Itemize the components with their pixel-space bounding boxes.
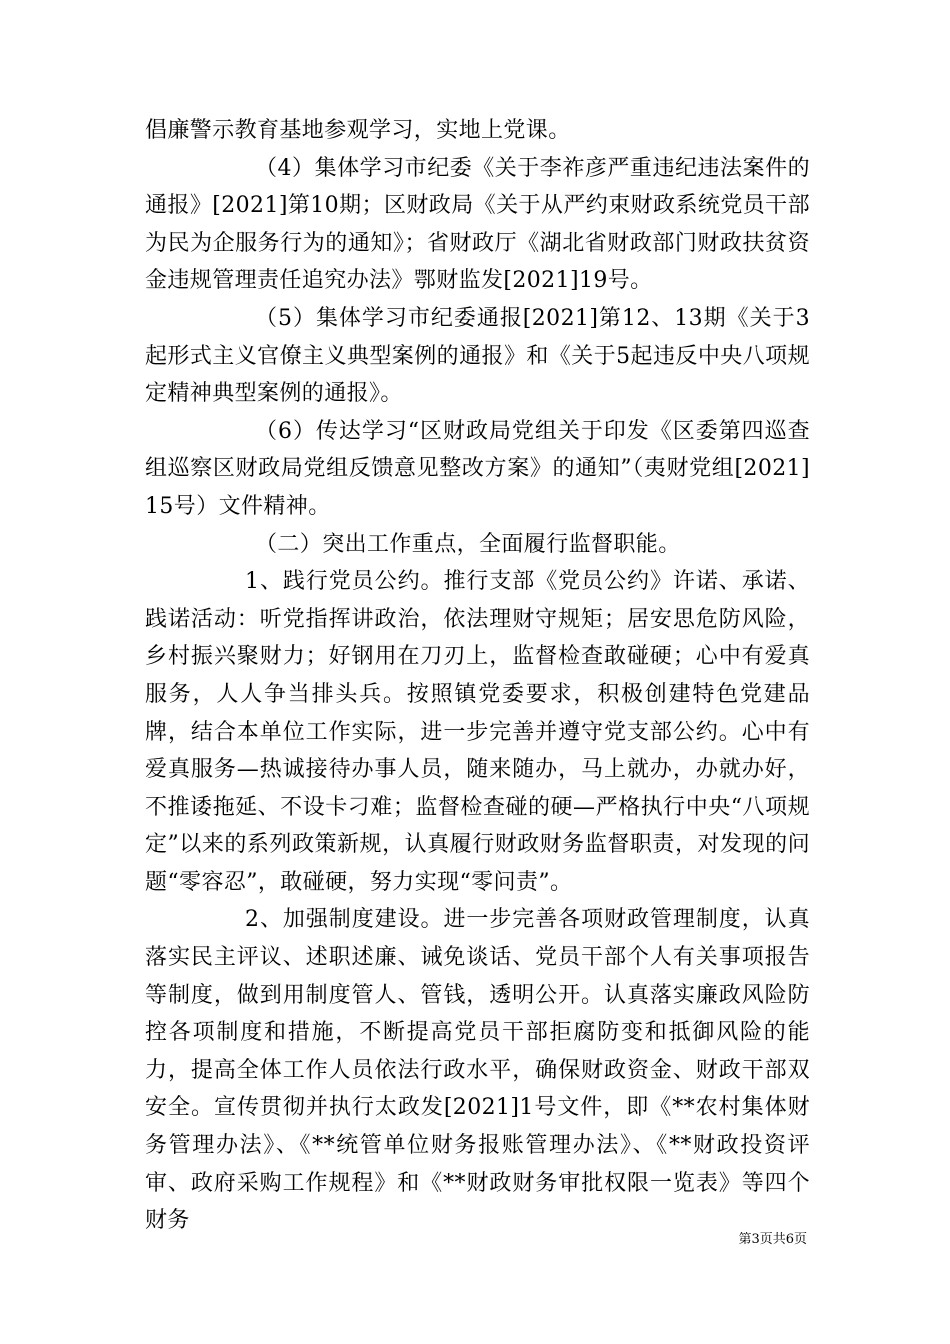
document-body	[145, 112, 810, 1240]
paragraph-item-5: （5）集体学习市纪委通报[2021]第12、13期《关于3起形式主义官僚主义典型案例的通报》和《关于5起违反中央八项规定精神典型案例的通报》。	[145, 305, 810, 407]
paragraph-system-building: 2、加强制度建设。进一步完善各项财政管理制度，认真落实民主评议、述职述廉、诫免谈话、党员干部个人有关事项报告等制度，做到用制度管人、管钱，透明公开。认真落实廉政风险防控各项制度和措施，不断提高党员干部拒腐防变和抵御风险的能力，提高全体工作人员依法行政水平，确保财政资金、财政干部双安全。宣传贯彻并执行太政发[2021]1号文件，即《**农村集体财务管理办法》、《**统管单位财务报账管理办法》、《**财政投资评审、政府采购工作规程》和《**财政财务审批权限一览表》等四个财务	[145, 907, 810, 1234]
paragraph-item-4: （4）集体学习市纪委《关于李祚彦严重违纪违法案件的通报》[2021]第10期；区财政局《关于从严约束财政系统党员干部为民为企服务行为的通知》；省财政厅《湖北省财政部门财政扶贫资金违规管理责任追究办法》鄂财监发[2021]19号。	[145, 155, 810, 294]
paragraph-party-pledge: 1、践行党员公约。推行支部《党员公约》许诺、承诺、践诺活动：听党指挥讲政治，依法理财守规矩；居安思危防风险，乡村振兴聚财力；好钢用在刀刃上，监督检查敢碰硬；心中有爱真服务，人人争当排头兵。按照镇党委要求，积极创建特色党建品牌，结合本单位工作实际，进一步完善并遵守党支部公约。心中有爱真服务—热诚接待办事人员，随来随办，马上就办，办就办好，不推诿拖延、不设卡刁难；监督检查碰的硬—严格执行中央“八项规定”以来的系列政策新规，认真履行财政财务监督职责，对发现的问题“零容忍”，敢碰硬，努力实现“零问责”。	[145, 569, 810, 895]
paragraph-item-6: （6）传达学习“区财政局党组关于印发《区委第四巡查组巡察区财政局党组反馈意见整改方案》的通知”（夷财党组[2021]15号）文件精神。	[145, 418, 810, 519]
page-number-footer: 第3页共6页	[738, 1232, 807, 1247]
paragraph-continuation: 倡廉警示教育基地参观学习，实地上党课。	[145, 118, 571, 143]
section-heading-2: （二）突出工作重点，全面履行监督职能。	[255, 531, 681, 557]
